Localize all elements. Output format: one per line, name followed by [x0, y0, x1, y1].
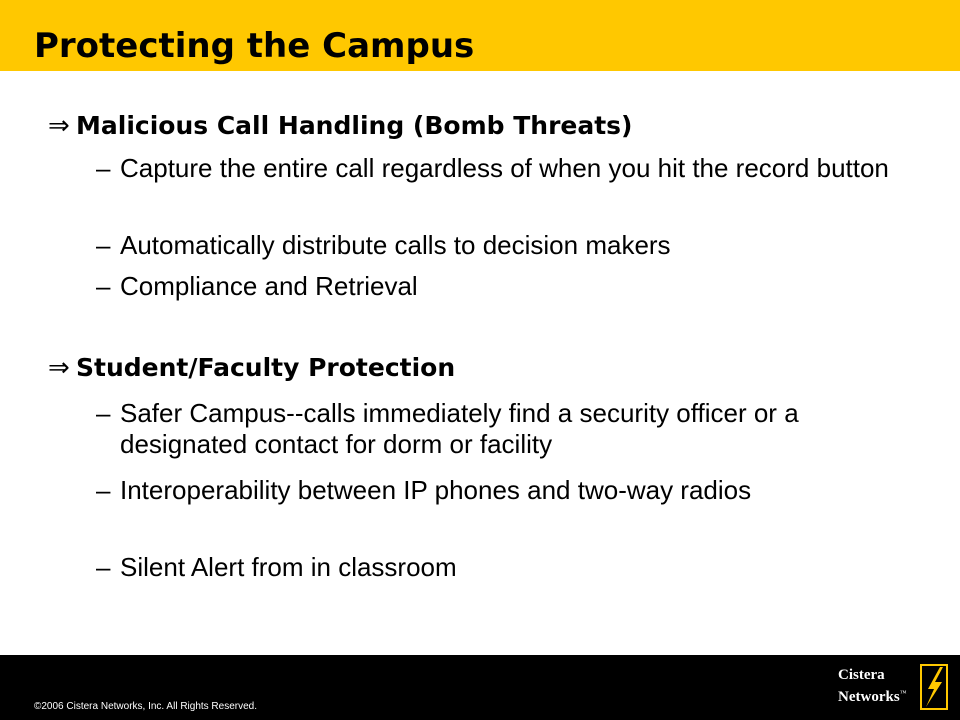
logo-wordmark [838, 666, 907, 706]
cistera-logo [838, 664, 950, 712]
bullet-item [96, 552, 910, 583]
bullet-item [96, 475, 910, 506]
dash-icon: – [96, 230, 111, 260]
bullet-item [96, 230, 910, 261]
bullet-text: Safer Campus--calls immediately find a security officer or a designated contact for dorm or facility [120, 398, 799, 459]
dash-icon: – [96, 153, 111, 183]
lightning-logo-icon [920, 664, 948, 710]
bullet-text: Automatically distribute calls to decision makers [120, 230, 671, 260]
footer-bar [0, 655, 960, 720]
arrow-bullet-icon: ⇒ [48, 111, 70, 141]
section-heading-malicious-call [48, 110, 632, 142]
bullet-text: Capture the entire call regardless of when you hit the record button [120, 153, 889, 183]
bullet-item [96, 271, 910, 302]
section-heading-text: Student/Faculty Protection [76, 353, 456, 382]
bullet-item [96, 398, 910, 460]
bullet-text: Silent Alert from in classroom [120, 552, 457, 582]
section-heading-student-faculty [48, 352, 455, 384]
section-heading-text: Malicious Call Handling (Bomb Threats) [76, 111, 633, 140]
dash-icon: – [96, 398, 111, 428]
logo-line-2: Networks™ [838, 689, 907, 705]
bullet-text: Compliance and Retrieval [120, 271, 418, 301]
slide-title: Protecting the Campus [34, 26, 475, 66]
bullet-item [96, 153, 910, 184]
dash-icon: – [96, 475, 111, 505]
copyright-text: ©2006 Cistera Networks, Inc. All Rights Reserved. [34, 701, 258, 712]
bullet-text: Interoperability between IP phones and two-way radios [120, 475, 752, 505]
arrow-bullet-icon: ⇒ [48, 353, 70, 383]
logo-line-1: Cistera [838, 667, 885, 683]
dash-icon: – [96, 271, 111, 301]
dash-icon: – [96, 552, 111, 582]
